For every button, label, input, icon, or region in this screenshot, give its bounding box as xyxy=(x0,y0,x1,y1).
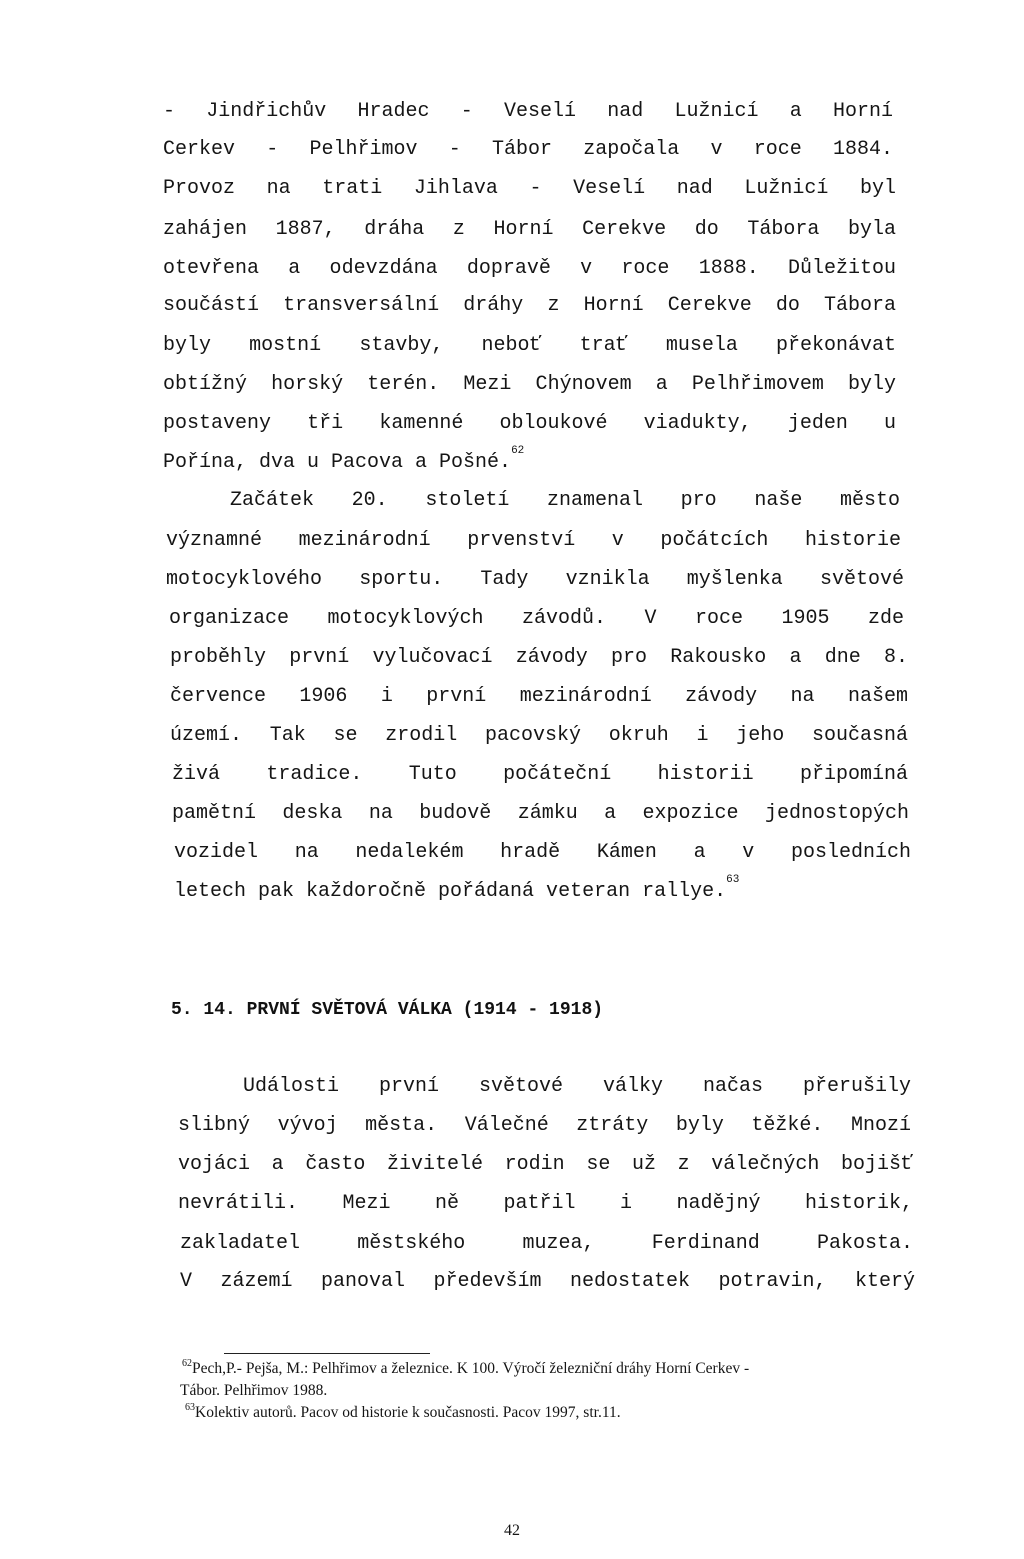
paragraph-line: významné mezinárodní prvenství v počátcích historie xyxy=(166,529,901,552)
footnote-text: Tábor. Pelhřimov 1988. xyxy=(180,1382,328,1399)
paragraph-line: vojáci a často živitelé rodin se už z válečných bojišť xyxy=(178,1153,913,1176)
paragraph-line: července 1906 i první mezinárodní závody na našem xyxy=(170,685,908,708)
paragraph-line: Začátek 20. století znamenal pro naše město xyxy=(230,489,900,512)
paragraph-line: Provoz na trati Jihlava - Veselí nad Lužnicí byl xyxy=(163,177,896,200)
footnote-ref: 62 xyxy=(511,445,525,457)
paragraph-line: slibný vývoj města. Válečné ztráty byly těžké. Mnozí xyxy=(178,1114,911,1137)
paragraph-line: organizace motocyklových závodů. V roce 1905 zde xyxy=(169,607,904,630)
paragraph-line: zakladatel městského muzea, Ferdinand Pakosta. xyxy=(180,1232,913,1255)
paragraph-line: postaveny tři kamenné obloukové viadukty, jeden u xyxy=(163,412,896,435)
paragraph-line: byly mostní stavby, neboť trať musela překonávat xyxy=(163,334,896,357)
paragraph-line: území. Tak se zrodil pacovský okruh i jeho současná xyxy=(170,724,908,747)
paragraph-line: vozidel na nedalekém hradě Kámen a v posledních xyxy=(174,841,911,864)
paragraph-line: Události první světové války načas přerušily xyxy=(243,1075,911,1098)
footnote-62-continued xyxy=(180,1382,327,1400)
paragraph-line: - Jindřichův Hradec - Veselí nad Lužnicí a Horní xyxy=(163,100,893,123)
page-number: 42 xyxy=(504,1522,520,1539)
paragraph-line: proběhly první vylučovací závody pro Rakousko a dne 8. xyxy=(170,646,908,669)
paragraph-line: živá tradice. Tuto počáteční historii připomíná xyxy=(172,763,908,786)
footnote-divider xyxy=(224,1353,430,1354)
footnote-text: Pech,P.- Pejša, M.: Pelhřimov a železnice. K 100. Výročí železniční dráhy Horní Cerkev - xyxy=(192,1360,750,1377)
footnote-number: 62 xyxy=(182,1358,192,1369)
footnote-ref: 63 xyxy=(726,874,740,886)
paragraph-line: letech pak každoročně pořádaná veteran rallye. 63 xyxy=(174,874,740,903)
paragraph-line: součástí transversální dráhy z Horní Cerekve do Tábora xyxy=(163,294,896,317)
paragraph-line: obtížný horský terén. Mezi Chýnovem a Pelhřimovem byly xyxy=(163,373,896,396)
paragraph-line: otevřena a odevzdána dopravě v roce 1888. Důležitou xyxy=(163,257,896,280)
footnote-62 xyxy=(182,1360,749,1378)
paragraph-line: Pořína, dva u Pacova a Pošné. 62 xyxy=(163,445,525,474)
paragraph-line: Cerkev - Pelhřimov - Tábor započala v roce 1884. xyxy=(163,138,893,161)
paragraph-line: V zázemí panoval především nedostatek potravin, který xyxy=(180,1270,915,1293)
paragraph-line: motocyklového sportu. Tady vznikla myšlenka světové xyxy=(166,568,904,591)
footnote-text: Kolektiv autorů. Pacov od historie k současnosti. Pacov 1997, str.11. xyxy=(195,1404,621,1421)
section-heading: 5. 14. PRVNÍ SVĚTOVÁ VÁLKA (1914 - 1918) xyxy=(171,1000,604,1020)
paragraph-line: nevrátili. Mezi ně patřil i nadějný historik, xyxy=(178,1192,913,1215)
paragraph-line: pamětní deska na budově zámku a expozice jednostopých xyxy=(172,802,909,825)
footnote-number: 63 xyxy=(185,1402,195,1413)
footnote-63 xyxy=(185,1404,621,1422)
paragraph-line: zahájen 1887, dráha z Horní Cerekve do Tábora byla xyxy=(163,218,896,241)
